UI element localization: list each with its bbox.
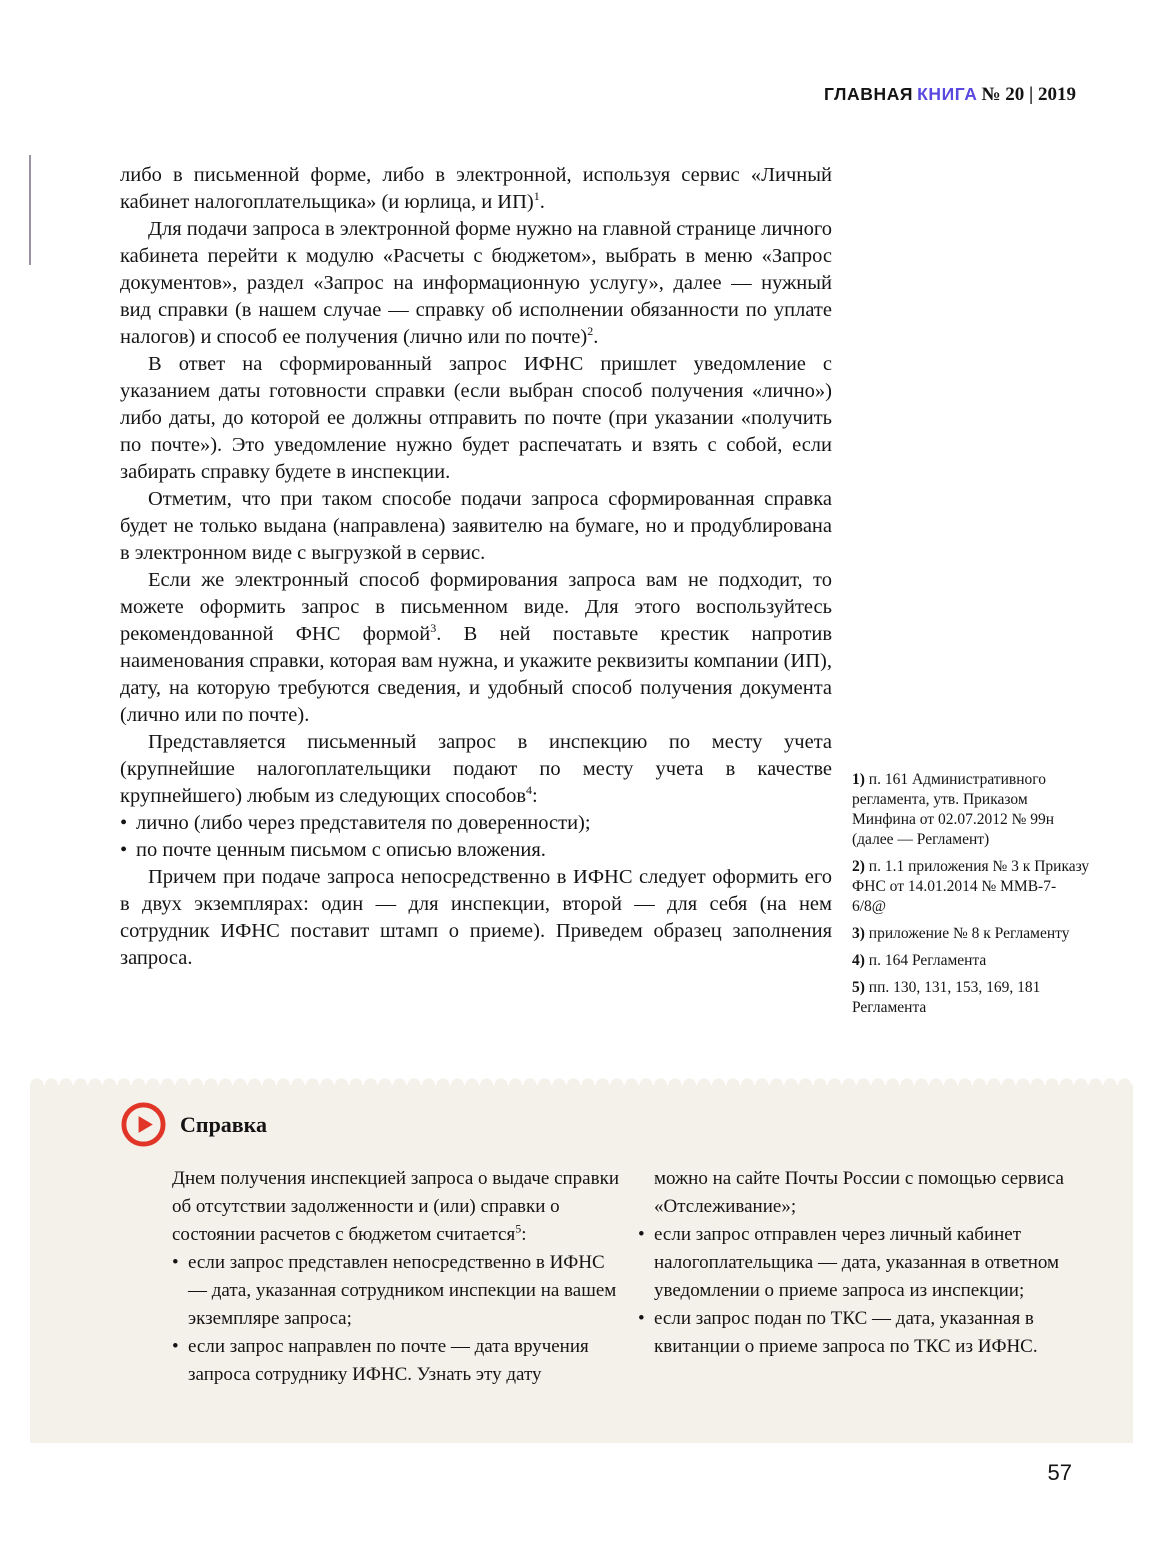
paragraph-text: .: [593, 326, 599, 348]
paragraph: [120, 216, 832, 351]
spravka-left-column: [172, 1165, 624, 1389]
footnote-ref: 2: [587, 324, 594, 339]
footnote-number: 5): [852, 979, 865, 996]
footnote-item: [852, 770, 1090, 850]
bullet-marker: •: [638, 1308, 645, 1329]
bullet-text: лично (либо через представителя по доверенности);: [136, 812, 591, 834]
footnote-text: п. 161 Административного регламента, утв. Приказом Минфина от 02.07.2012 № 99н (далее — Регламент): [852, 771, 1055, 848]
footnote-ref: 5: [515, 1221, 522, 1236]
paragraph-text: Если же электронный способ формирования запроса вам не подходит, то можете оформить запрос в письменном виде. Для этого воспользуйтесь рекомендованной ФНС формой: [120, 569, 832, 645]
footnote-text: приложение № 8 к Регламенту: [868, 925, 1070, 942]
footnote-item: [852, 924, 1090, 944]
spravka-title: Справка: [180, 1111, 268, 1137]
bullet-marker: •: [172, 1252, 179, 1273]
paragraph: [120, 162, 832, 216]
bullet-text: если запрос представлен непосредственно в ИФНС — дата, указанная сотрудником инспекции на вашем экземпляре запроса;: [188, 1252, 617, 1329]
bullet-text: по почте ценным письмом с описью вложения.: [136, 839, 546, 861]
bullet-marker: •: [638, 1224, 645, 1245]
spravka-intro: [172, 1165, 624, 1249]
page-header: [824, 84, 1076, 106]
spravka-columns: [172, 1165, 1090, 1389]
footnote-number: 3): [852, 925, 865, 942]
paragraph-text: Для подачи запроса в электронной форме нужно на главной странице личного кабинета перейти к модулю «Расчеты с бюджетом», выбрать в меню «Запрос документов», раздел «Запрос на информационную услугу», далее — нужный вид справки (в нашем случае — справку об исполнении обязанности по уплате налогов) и способ ее получения (лично или по почте): [120, 218, 832, 348]
bullet-text: если запрос подан по ТКС — дата, указанная в квитанции о приеме запроса по ТКС из ИФНС.: [654, 1308, 1038, 1357]
brand-word-glavnaya: ГЛАВНАЯ: [824, 84, 914, 104]
bullet-marker: •: [120, 812, 128, 834]
footnote-number: 2): [852, 858, 865, 875]
spravka-header: [120, 1101, 267, 1148]
paragraph-text: Представляется письменный запрос в инспекцию по месту учета (крупнейшие налогоплательщики подают по месту учета в качестве крупнейшего) любым из следующих способов: [120, 731, 832, 807]
footnote-ref: 1: [533, 189, 540, 204]
bullet-item: [638, 1221, 1090, 1305]
footnote-number: 1): [852, 771, 865, 788]
footnote-ref: 4: [526, 783, 533, 798]
paragraph: [120, 567, 832, 729]
margin-rule: [29, 155, 31, 265]
paragraph-text: .: [539, 191, 545, 213]
paragraph-text: :: [521, 1224, 527, 1245]
bullet-item: [120, 837, 832, 864]
issue-number: № 20 | 2019: [981, 84, 1076, 105]
spravka-box: [30, 1085, 1133, 1443]
bullet-item: [172, 1333, 624, 1389]
page-number: 57: [1047, 1460, 1072, 1485]
footnote-item: [852, 951, 1090, 971]
paragraph: [120, 729, 832, 810]
footnotes-sidebar: [852, 770, 1090, 1025]
spravka-continuation: можно на сайте Почты России с помощью сервиса «Отслеживание»;: [654, 1168, 1064, 1217]
paragraph: Отметим, что при таком способе подачи запроса сформированная справка будет не только выдана (направлена) заявителю на бумаге, но и продублирована в электронном виде с выгрузкой в сервис.: [120, 488, 832, 564]
bullet-text: если запрос направлен по почте — дата вручения запроса сотруднику ИФНС. Узнать эту дату: [188, 1336, 589, 1385]
paragraph-text: либо в письменной форме, либо в электронной, используя сервис «Личный кабинет налогоплательщика» (и юрлица, и ИП): [120, 164, 832, 213]
bullet-item: [638, 1305, 1090, 1361]
footnote-number: 4): [852, 952, 865, 969]
footnote-item: [852, 978, 1090, 1018]
bullet-item: [120, 810, 832, 837]
brand-word-kniga: КНИГА: [917, 84, 978, 104]
paragraph: В ответ на сформированный запрос ИФНС пришлет уведомление с указанием даты готовности справки (если выбран способ получения «лично») либо даты, до которой ее должны отправить по почте (при указании «получить по почте»). Это уведомление нужно будет распечатать и взять с собой, если забирать справку будете в инспекции.: [120, 353, 832, 483]
play-circle-icon: [120, 1101, 167, 1148]
paragraph-text: . В ней поставьте крестик напротив наименования справки, которая вам нужна, и укажите реквизиты компании (ИП), дату, на которую требуются сведения, и удобный способ получения документа (лично или по почте).: [120, 623, 833, 726]
footnote-text: п. 1.1 приложения № 3 к Приказу ФНС от 14.01.2014 № ММВ-7-6/8@: [852, 858, 1090, 915]
paragraph-text: :: [532, 785, 538, 807]
bullet-marker: •: [120, 839, 128, 861]
bullet-text: если запрос отправлен через личный кабинет налогоплательщика — дата, указанная в ответном уведомлении о приеме запроса из инспекции;: [654, 1224, 1060, 1301]
bullet-item: [172, 1249, 624, 1333]
paragraph-text: Днем получения инспекцией запроса о выдаче справки об отсутствии задолженности и (или) справки о состоянии расчетов с бюджетом считается: [172, 1168, 619, 1245]
article-column: [120, 162, 832, 972]
bullet-marker: •: [172, 1336, 179, 1357]
footnote-ref: 3: [430, 621, 437, 636]
footnote-text: п. 164 Регламента: [868, 952, 987, 969]
footnote-item: [852, 857, 1090, 917]
paragraph: Причем при подаче запроса непосредственно в ИФНС следует оформить его в двух экземплярах: один — для инспекции, второй — для себя (на нем сотрудник ИФНС поставит штамп о приеме). Приведем образец заполнения запроса.: [120, 866, 832, 969]
footnote-text: пп. 130, 131, 153, 169, 181 Регламента: [852, 979, 1041, 1016]
spravka-right-column: [638, 1165, 1090, 1389]
